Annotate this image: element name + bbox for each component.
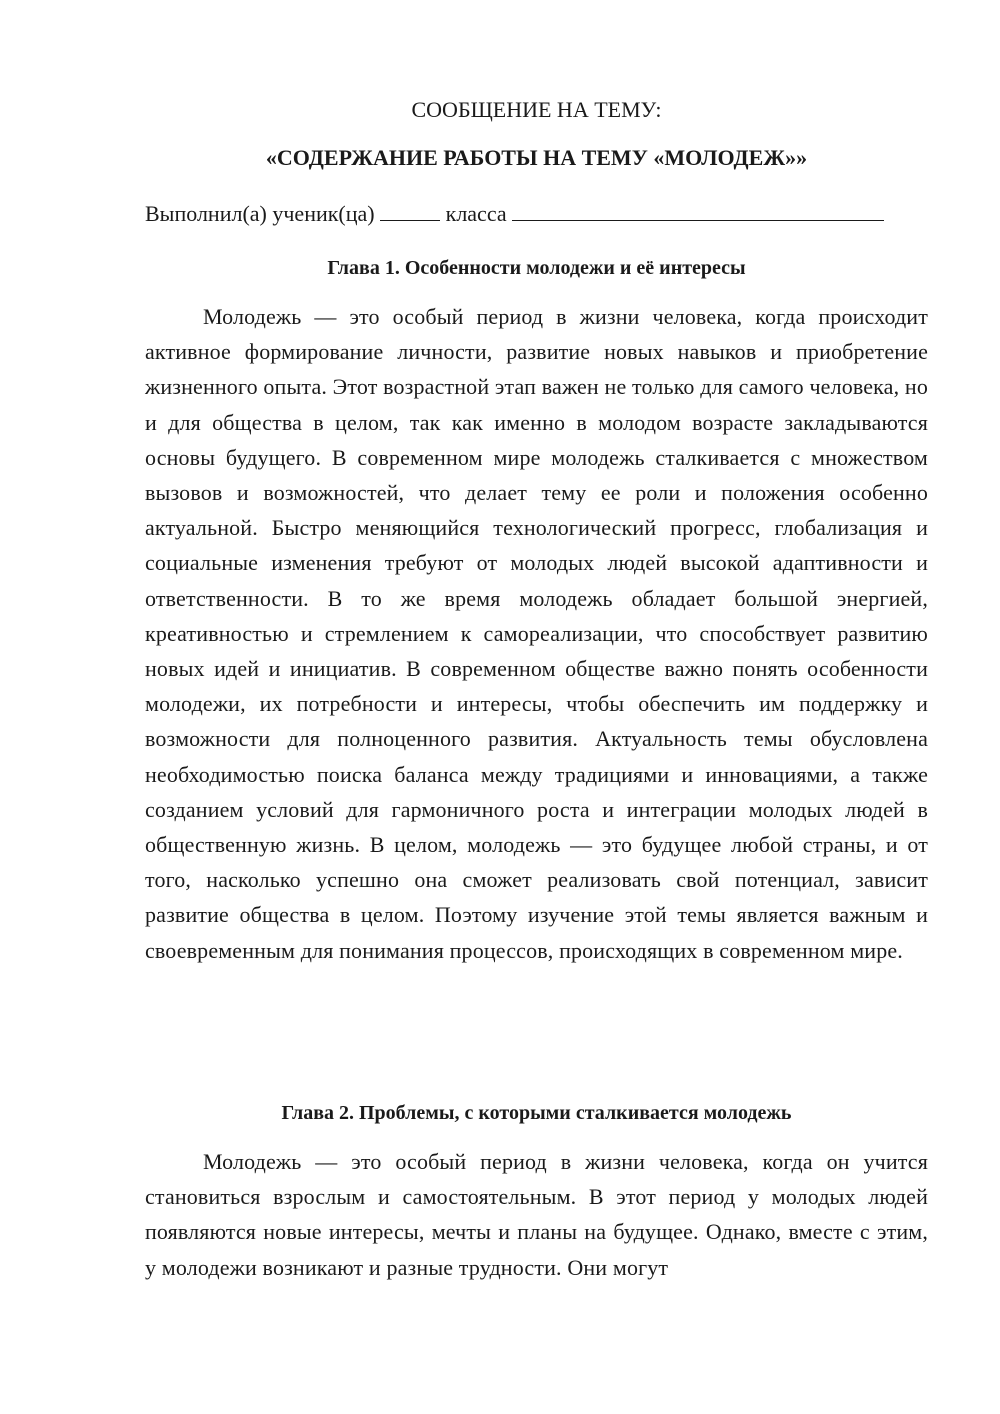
author-line (145, 198, 928, 229)
report-title-label: СООБЩЕНИЕ НА ТЕМУ: (411, 97, 662, 122)
chapter-1-heading: Глава 1. Особенности молодежи и её интересы (327, 257, 746, 279)
class-number-blank (380, 198, 440, 221)
chapter-2-heading: Глава 2. Проблемы, с которыми сталкивается молодежь (281, 1102, 792, 1124)
report-topic-title: «СОДЕРЖАНИЕ РАБОТЫ НА ТЕМУ «МОЛОДЕЖ»» (265, 145, 808, 170)
class-label: класса (445, 201, 507, 226)
performed-by-label: Выполнил(а) ученик(ца) (145, 201, 375, 226)
chapter-2-paragraph: Молодежь — это особый период в жизни человека, когда он учится становиться взрослым и самостоятельным. В этот период у молодых людей появляются новые интересы, мечты и планы на будущее. Однако, вместе с этим, у молодежи возникают и разные трудности. Они могут (145, 1149, 928, 1280)
student-name-blank (512, 198, 884, 221)
chapter-1-paragraph: Молодежь — это особый период в жизни человека, когда происходит активное формирование личности, развитие новых навыков и приобретение жизненного опыта. Этот возрастной этап важен не только для самого человека, но и для общества в целом, так как именно в молодом возрасте закладываются основы будущего. В современном мире молодежь сталкивается с множеством вызовов и возможностей, что делает тему ее роли и положения особенно актуальной. Быстро меняющийся технологический прогресс, глобализация и социальные изменения требуют от молодых людей высокой адаптивности и ответственности. В то же время молодежь обладает большой энергией, креативностью и стремлением к самореализации, что способствует развитию новых идей и инициатив. В современном обществе важно понять особенности молодежи, их потребности и интересы, чтобы обеспечить им поддержку и возможности для полноценного развития. Актуальность темы обусловлена необходимостью поиска баланса между традициями и инновациями, а также созданием условий для гармоничного роста и интеграции молодых людей в общественную жизнь. В целом, молодежь — это будущее любой страны, и от того, насколько успешно она сможет реализовать свой потенциал, зависит развитие общества в целом. Поэтому изучение этой темы является важным и своевременным для понимания процессов, происходящих в современном мире. (145, 304, 928, 963)
